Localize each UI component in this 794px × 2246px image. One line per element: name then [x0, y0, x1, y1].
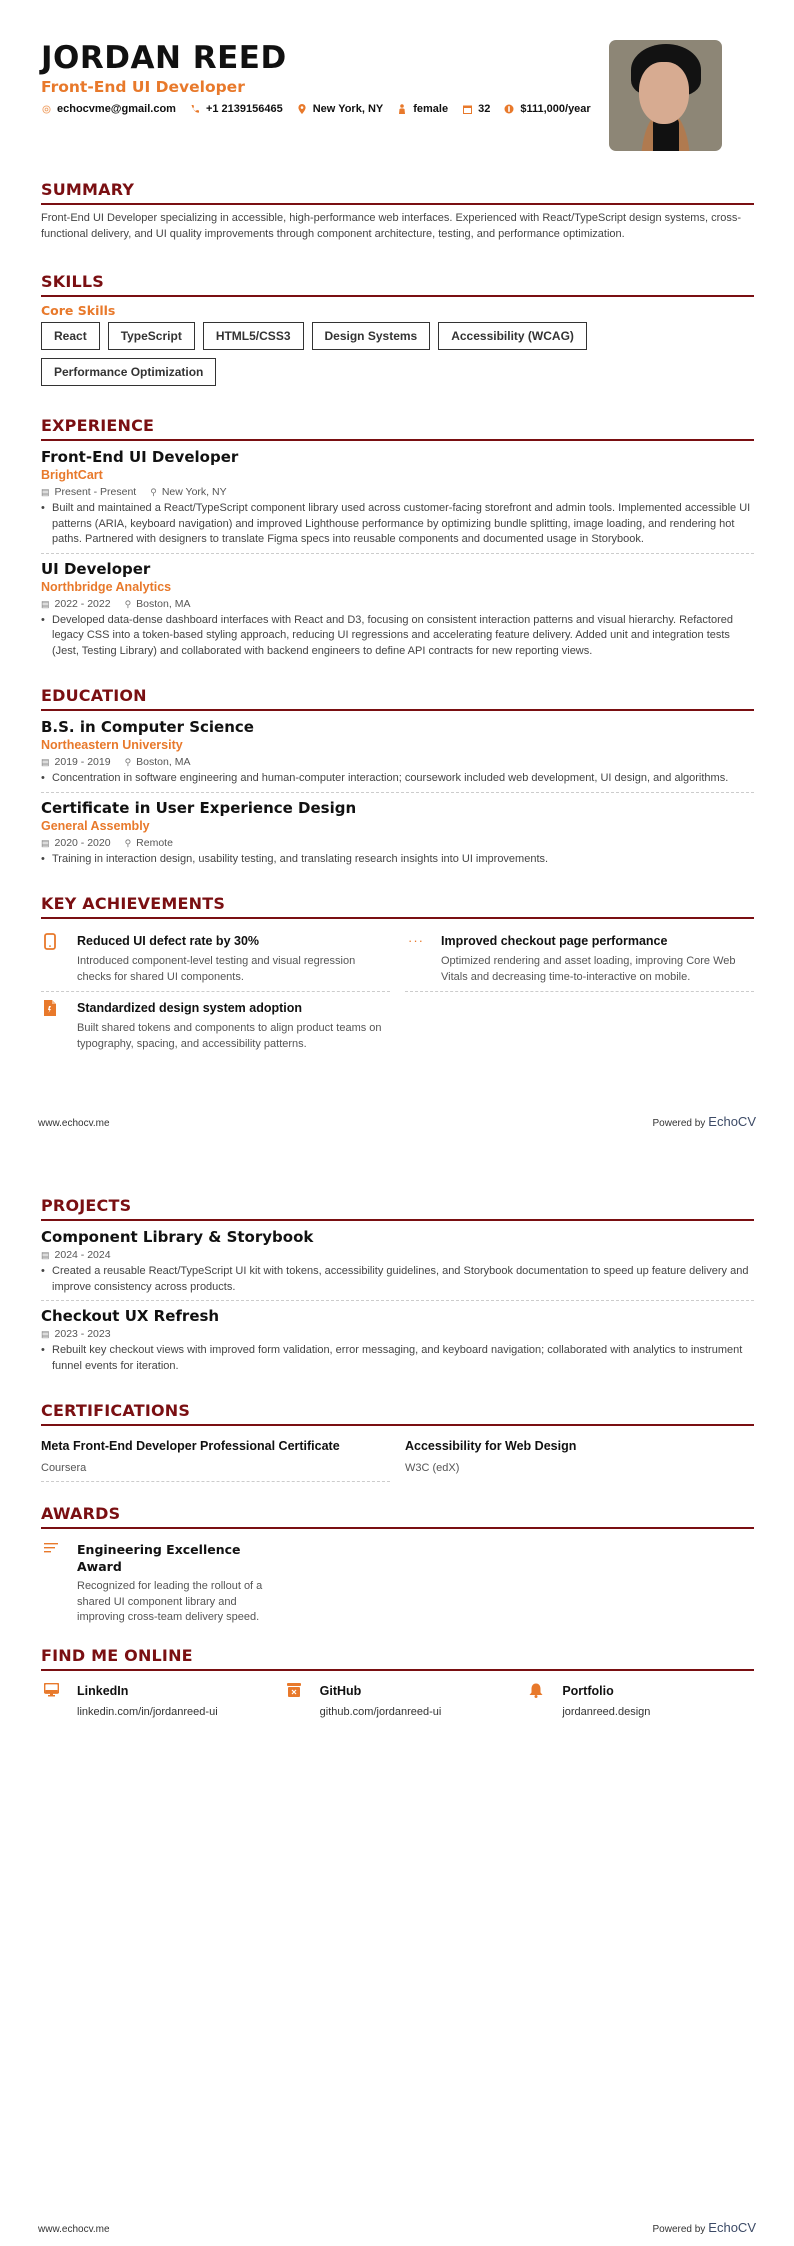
achievements-section: [41, 894, 754, 1058]
skills-list: [41, 322, 754, 394]
skills-group-label: Core Skills: [41, 303, 116, 318]
section-title: KEY ACHIEVEMENTS: [41, 894, 226, 913]
calendar-icon: ▤: [41, 487, 50, 497]
section-title: EDUCATION: [41, 686, 147, 705]
lines-icon: [41, 1541, 77, 1626]
file-icon: [41, 1000, 77, 1052]
calendar-icon: [462, 105, 472, 114]
location-pin-icon: [297, 104, 307, 114]
section-title: SUMMARY: [41, 180, 135, 199]
achievement-desc: Optimized rendering and asset loading, improving Core Web Vitals and decreasing time-to-interactive on mobile.: [441, 955, 736, 983]
link-label: GitHub: [319, 1683, 362, 1698]
calendar-icon: ▤: [41, 837, 50, 848]
project-entry: [41, 1306, 754, 1379]
entry-location: Boston, MA: [136, 597, 191, 610]
candidate-role: Front-End UI Developer: [41, 78, 245, 96]
certifications-grid: [41, 1432, 754, 1482]
page-footer: [38, 2220, 756, 2235]
degree-title: Certificate in User Experience Design: [41, 798, 357, 817]
degree-title: B.S. in Computer Science: [41, 718, 254, 736]
projects-section: [41, 1196, 754, 1379]
certification-item: [41, 1432, 390, 1482]
project-entry: [41, 1227, 754, 1301]
entry-dates: 2023 - 2023: [54, 1328, 111, 1340]
summary-text: Front-End UI Developer specializing in accessible, high-performance web interfaces. Experienced with React/TypeScript design systems, cross-functional delivery, and UI quality improvements through component architecture, testing, and performance optimization.: [41, 212, 742, 240]
link-label: LinkedIn: [77, 1683, 129, 1698]
ellipsis-icon: ···: [408, 933, 424, 948]
summary-section: [41, 180, 754, 242]
section-title: EXPERIENCE: [41, 416, 155, 435]
experience-entry: [41, 447, 754, 554]
entry-dates: 2022 - 2022: [54, 597, 111, 610]
achievement-desc: Introduced component-level testing and visual regression checks for shared UI components.: [77, 955, 356, 983]
entry-bullet: • Rebuilt key checkout views with improved form validation, error messaging, and keyboard navigation; collaborated with analytics to instrument funnel events for iteration.: [41, 1344, 743, 1372]
location-pin-icon: ⚲: [150, 487, 157, 497]
page-footer: [38, 1114, 756, 1129]
achievement-item: [41, 925, 390, 992]
job-title: Front-End UI Developer: [41, 448, 239, 466]
resume-header: [41, 0, 754, 170]
calendar-icon: ▤: [41, 598, 50, 609]
section-title: AWARDS: [41, 1504, 121, 1523]
entry-location: Boston, MA: [136, 756, 191, 768]
award-title: Engineering Excellence Award: [77, 1542, 241, 1574]
online-section: [41, 1646, 754, 1718]
achievements-grid: [41, 925, 754, 1058]
online-link-linkedin[interactable]: [41, 1677, 269, 1718]
section-divider: [41, 1219, 754, 1221]
calendar-icon: ▤: [41, 1329, 50, 1339]
online-link-github[interactable]: [284, 1677, 512, 1718]
entry-meta: [41, 1327, 754, 1342]
footer-site-link[interactable]: www.echocv.me: [38, 2224, 110, 2235]
skill-chip: React: [41, 322, 100, 350]
entry-dates: 2019 - 2019: [54, 756, 111, 768]
entry-dates: Present - Present: [54, 486, 137, 498]
achievement-title: Reduced UI defect rate by 30%: [77, 934, 260, 948]
footer-site-link[interactable]: www.echocv.me: [38, 1118, 110, 1129]
entry-bullet: • Created a reusable React/TypeScript UI kit with tokens, accessibility guidelines, and Storybook documentation to speed up feature delivery and improve consistency across products.: [41, 1265, 749, 1293]
experience-entry: [41, 559, 754, 665]
mobile-icon: [41, 933, 77, 985]
certification-item: [405, 1432, 754, 1482]
achievement-desc: Built shared tokens and components to align product teams on typography, spacing, and accessibility patterns.: [77, 1022, 382, 1050]
contact-gender: [397, 103, 448, 115]
achievement-title: Standardized design system adoption: [77, 1001, 303, 1015]
person-icon: [397, 104, 407, 114]
bell-icon: [526, 1683, 562, 1718]
skill-chip: Accessibility (WCAG): [438, 322, 587, 350]
online-link-portfolio[interactable]: [526, 1677, 754, 1718]
archive-icon: [284, 1683, 320, 1718]
section-divider: [41, 917, 754, 919]
section-title: CERTIFICATIONS: [41, 1401, 191, 1420]
education-section: [41, 686, 754, 872]
calendar-icon: ▤: [41, 757, 50, 767]
contact-email[interactable]: [41, 103, 176, 115]
link-url[interactable]: github.com/jordanreed-ui: [319, 1705, 442, 1718]
entry-meta: [41, 597, 754, 612]
contact-phone-value: +1 2139156465: [205, 103, 283, 115]
phone-icon: [190, 104, 200, 114]
contact-email-value: echocvme@gmail.com: [57, 103, 176, 115]
section-divider: [41, 295, 754, 297]
section-title: PROJECTS: [41, 1196, 132, 1215]
achievement-item: [405, 925, 754, 992]
entry-meta: [41, 836, 754, 851]
section-divider: [41, 203, 754, 205]
award-desc: Recognized for leading the rollout of a shared UI component library and improving cross-team delivery speed.: [77, 1580, 263, 1623]
project-title: Checkout UX Refresh: [41, 1307, 220, 1325]
section-divider: [41, 1669, 754, 1671]
entry-bullet: • Concentration in software engineering and human-computer interaction; coursework included web development, UI design, and algorithms.: [41, 772, 729, 784]
footer-brand[interactable]: EchoCV: [708, 2220, 756, 2235]
link-url[interactable]: jordanreed.design: [562, 1705, 651, 1718]
skill-chip: TypeScript: [108, 322, 195, 350]
certification-title: Meta Front-End Developer Professional Certificate: [41, 1439, 340, 1453]
link-label: Portfolio: [562, 1683, 614, 1698]
contact-salary-value: $111,000/year: [520, 103, 591, 115]
resume-page-2: [0, 1140, 794, 2246]
skill-chip: Performance Optimization: [41, 358, 216, 386]
section-title: SKILLS: [41, 272, 104, 291]
at-icon: [41, 105, 51, 114]
contact-gender-value: female: [413, 103, 449, 115]
job-title: UI Developer: [41, 559, 151, 578]
project-title: Component Library & Storybook: [41, 1228, 314, 1246]
section-divider: [41, 439, 754, 441]
section-title: FIND ME ONLINE: [41, 1645, 193, 1665]
link-url[interactable]: linkedin.com/in/jordanreed-ui: [77, 1705, 218, 1718]
skill-chip: HTML5/CSS3: [203, 322, 304, 350]
company-name: BrightCart: [41, 468, 103, 482]
footer-powered-by: Powered by EchoCV: [652, 2220, 756, 2235]
education-entry: [41, 717, 754, 793]
location-pin-icon: ⚲: [124, 757, 132, 767]
achievement-item: [41, 992, 390, 1058]
entry-dates: 2024 - 2024: [54, 1249, 111, 1261]
certification-title: Accessibility for Web Design: [405, 1439, 577, 1453]
skill-chip: Design Systems: [312, 322, 431, 350]
contact-age: [462, 103, 490, 115]
achievement-title: Improved checkout page performance: [441, 934, 668, 948]
entry-location: New York, NY: [161, 486, 227, 498]
award-item: [41, 1535, 281, 1626]
entry-bullet: • Developed data-dense dashboard interfaces with React and D3, focusing on consistent interaction patterns and visual hierarchy. Refactored legacy CSS into a token-based styling approach, reducing UI regressions and accelerating feature delivery. Added unit and integration tests (Jest, Testing Library) and collaborated with backend engineers to define API contracts for new reporting views.: [41, 613, 733, 657]
certification-issuer: W3C (edX): [405, 1462, 460, 1474]
awards-section: [41, 1504, 754, 1626]
entry-location: Remote: [136, 836, 173, 849]
salary-icon: [504, 104, 514, 114]
location-pin-icon: ⚲: [124, 837, 132, 848]
contact-phone[interactable]: [190, 103, 283, 115]
education-entry: [41, 798, 754, 873]
contact-location: [297, 103, 384, 115]
location-pin-icon: ⚲: [124, 598, 132, 609]
skills-section: [41, 272, 754, 394]
entry-meta: [41, 755, 754, 770]
entry-meta: [41, 485, 754, 500]
profile-photo: [609, 40, 722, 151]
contact-age-value: 32: [478, 103, 491, 115]
monitor-icon: [41, 1683, 77, 1718]
entry-bullet: • Built and maintained a React/TypeScript component library used across customer-facing storefront and admin tools. Implemented accessible UI patterns (ARIA, keyboard navigation) and improved Lighthouse performance by optimizing bundle splitting, image loading, and rendering hot paths. Partnered with designers to translate Figma specs into reusable components and documented usage in Storybook.: [41, 502, 751, 545]
entry-meta: [41, 1248, 754, 1263]
certification-issuer: Coursera: [41, 1462, 87, 1474]
section-divider: [41, 709, 754, 711]
company-name: Northbridge Analytics: [41, 579, 172, 594]
footer-brand[interactable]: EchoCV: [708, 1114, 756, 1129]
section-divider: [41, 1424, 754, 1426]
online-links: [41, 1677, 754, 1718]
entry-dates: 2020 - 2020: [54, 836, 111, 849]
section-divider: [41, 1527, 754, 1529]
candidate-name: JORDAN REED: [41, 40, 287, 76]
contact-salary: [504, 103, 590, 115]
certifications-section: [41, 1401, 754, 1482]
contact-location-value: New York, NY: [312, 103, 384, 115]
school-name: Northeastern University: [41, 738, 183, 752]
footer-powered-by: Powered by EchoCV: [652, 1114, 756, 1129]
entry-bullet: • Training in interaction design, usability testing, and translating research insights into UI improvements.: [41, 852, 549, 865]
school-name: General Assembly: [41, 818, 150, 833]
experience-section: [41, 416, 754, 664]
calendar-icon: ▤: [41, 1250, 50, 1260]
